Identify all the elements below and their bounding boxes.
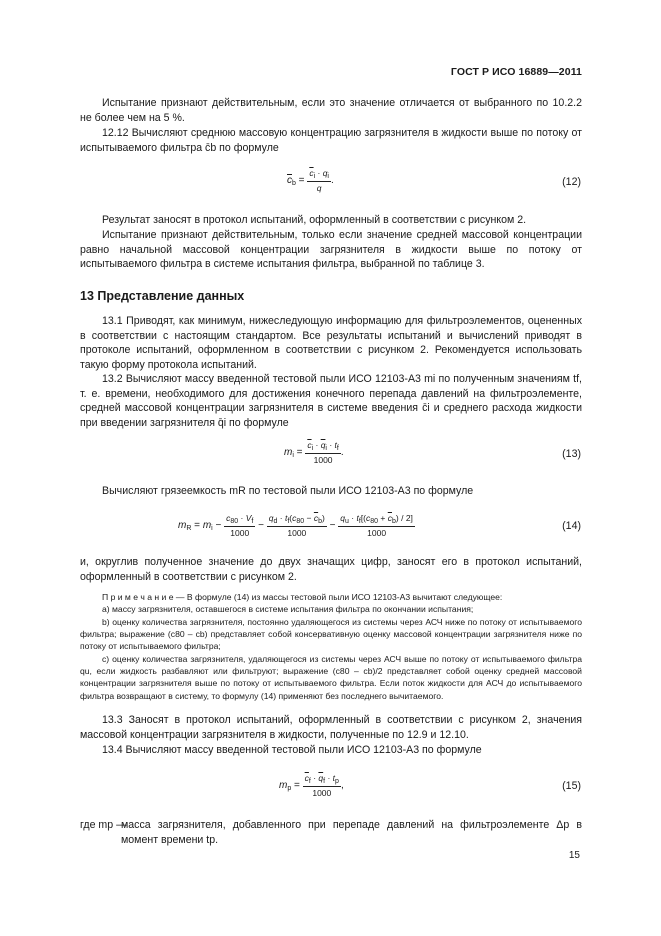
paragraph xyxy=(80,213,582,228)
paragraph-13-1 xyxy=(80,314,582,372)
equation-number-12: (12) xyxy=(562,176,581,188)
equation-number-15: (15) xyxy=(562,780,581,792)
equation-number-14: (14) xyxy=(562,520,581,532)
paragraph xyxy=(80,96,582,125)
paragraph-text: Испытание признают действительным, только если значение средней массовой концентрации равно начальной массовой концентрации загрязнителя в жидкости выше по потоку от испытываемого фильтра в системе испытания фильтра, выбранной по таблице 3. xyxy=(80,229,582,271)
equation-number-13: (13) xyxy=(562,448,581,460)
formula-15: $m_p$ = $\frac{\overline{c}_f \cdot \overline{q}_f \cdot t_p}{1000}$ , xyxy=(279,773,344,798)
paragraph-13-2 xyxy=(80,372,582,430)
paragraph: и, округлив полученное значение до двух значащих цифр, заносят его в протокол испытаний, оформленный в соответствии с рисунком 2. xyxy=(80,556,582,583)
note-item-c: с) оценку количества загрязнителя, удаляющегося из системы через АСЧ выше по потоку от испытываемого фильтра qu, если жидкость разбавляют или фильтруют; выражение (c80 – cb)/2 представляет собой оценку средней массовой концентрации загрязнителя выше по потоку от испытываемого фильтра. Если поток жидкости для АСЧ до испытываемого фильтра возвращают в систему, то формулу (14) применяют без последнего вычитаемого. xyxy=(80,654,582,701)
paragraph-text: Вычисляют грязеемкость mR по тестовой пыли ИСО 12103-А3 по формуле xyxy=(102,485,474,497)
note-item-b: b) оценку количества загрязнителя, постоянно удаляющегося из системы через АСЧ ниже по потоку от испытываемого фильтра; выражение (c80 – cb) представляет собой консервативную оценку массовой концентрации загрязнителя ниже по потоку от испытываемого фильтра; xyxy=(80,617,582,652)
paragraph-12-12 xyxy=(80,126,582,155)
formula-14: $m_R = m_i$ − $\frac{c_{80} \cdot V_f}{1000}$ − $\frac{q_d \cdot t_f(c_{80} - \overline{c}_b)}{1000}$ − $\frac{q_u \cdot t_f[(c_{80} + \overline{c}_b) / 2]}{1000}$ xyxy=(178,513,413,538)
paragraph-text: 13.3 Заносят в протокол испытаний, оформленный в соответствии с рисунком 2, значения массовой концентрации загрязнителя в жидкости, полученные по 12.9 и 12.10. xyxy=(80,714,582,741)
paragraph-text: Испытание признают действительным, если это значение отличается от выбранного по 10.2.2 не более чем на 5 %. xyxy=(80,97,582,124)
paragraph-13-4 xyxy=(80,743,582,758)
paragraph xyxy=(80,484,582,499)
note-item-a: а) массу загрязнителя, оставшегося в системе испытания фильтра по окончании испытания; xyxy=(102,604,474,614)
paragraph-text: 13.1 Приводят, как минимум, нижеследующую информацию для фильтроэлементов, оцененных в соответствии с настоящим стандартом. Все результаты испытаний и вычислений приводят в протоколе испытаний, оформленном в соответствии с рисунком 2. Рекомендуется использовать такую форму протокола испытаний. xyxy=(80,315,582,371)
formula-12: $\overline{c}_b$ = $\frac{\overline{c}_i \cdot q_i}{q}$ . xyxy=(287,168,334,193)
section-heading-13: 13 Представление данных xyxy=(80,289,245,303)
paragraph-text: 13.2 Вычисляют массу введенной тестовой пыли ИСО 12103-А3 mi по полученным значениям tf, т. е. времени, необходимого для достижения конечного перепада давлений на фильтроэлементе, средней массовой концентрации загрязнителя в системе введения c̄i и среднего расхода жидкости при введении загрязнителя q̄i по формуле xyxy=(80,373,582,429)
formula-13: $m_i$ = $\frac{\overline{c}_i \cdot \overline{q}_i \cdot t_f}{1000}$ . xyxy=(284,440,344,465)
where-clause xyxy=(80,818,582,847)
page-number: 15 xyxy=(568,850,580,861)
paragraph xyxy=(80,228,582,272)
paragraph-text: Результат заносят в протокол испытаний, оформленный в соответствии с рисунком 2. xyxy=(102,214,527,226)
where-label: где mp — xyxy=(80,819,127,831)
document-header: ГОСТ Р ИСО 16889—2011 xyxy=(450,66,582,78)
paragraph-text: 13.4 Вычисляют массу введенной тестовой пыли ИСО 12103-А3 по формуле xyxy=(102,744,482,756)
paragraph-13-3 xyxy=(80,713,582,742)
paragraph-text: 12.12 Вычисляют среднюю массовую концентрацию загрязнителя в жидкости выше по потоку от испытываемого фильтра c̄b по формуле xyxy=(80,127,582,154)
note-intro: П р и м е ч а н и е — В формуле (14) из массы тестовой пыли ИСО 12103-А3 вычитают следующее: xyxy=(102,592,503,602)
where-text: масса загрязнителя, добавленного при перепаде давлений на фильтроэлементе Δp в момент времени tp. xyxy=(121,819,582,846)
